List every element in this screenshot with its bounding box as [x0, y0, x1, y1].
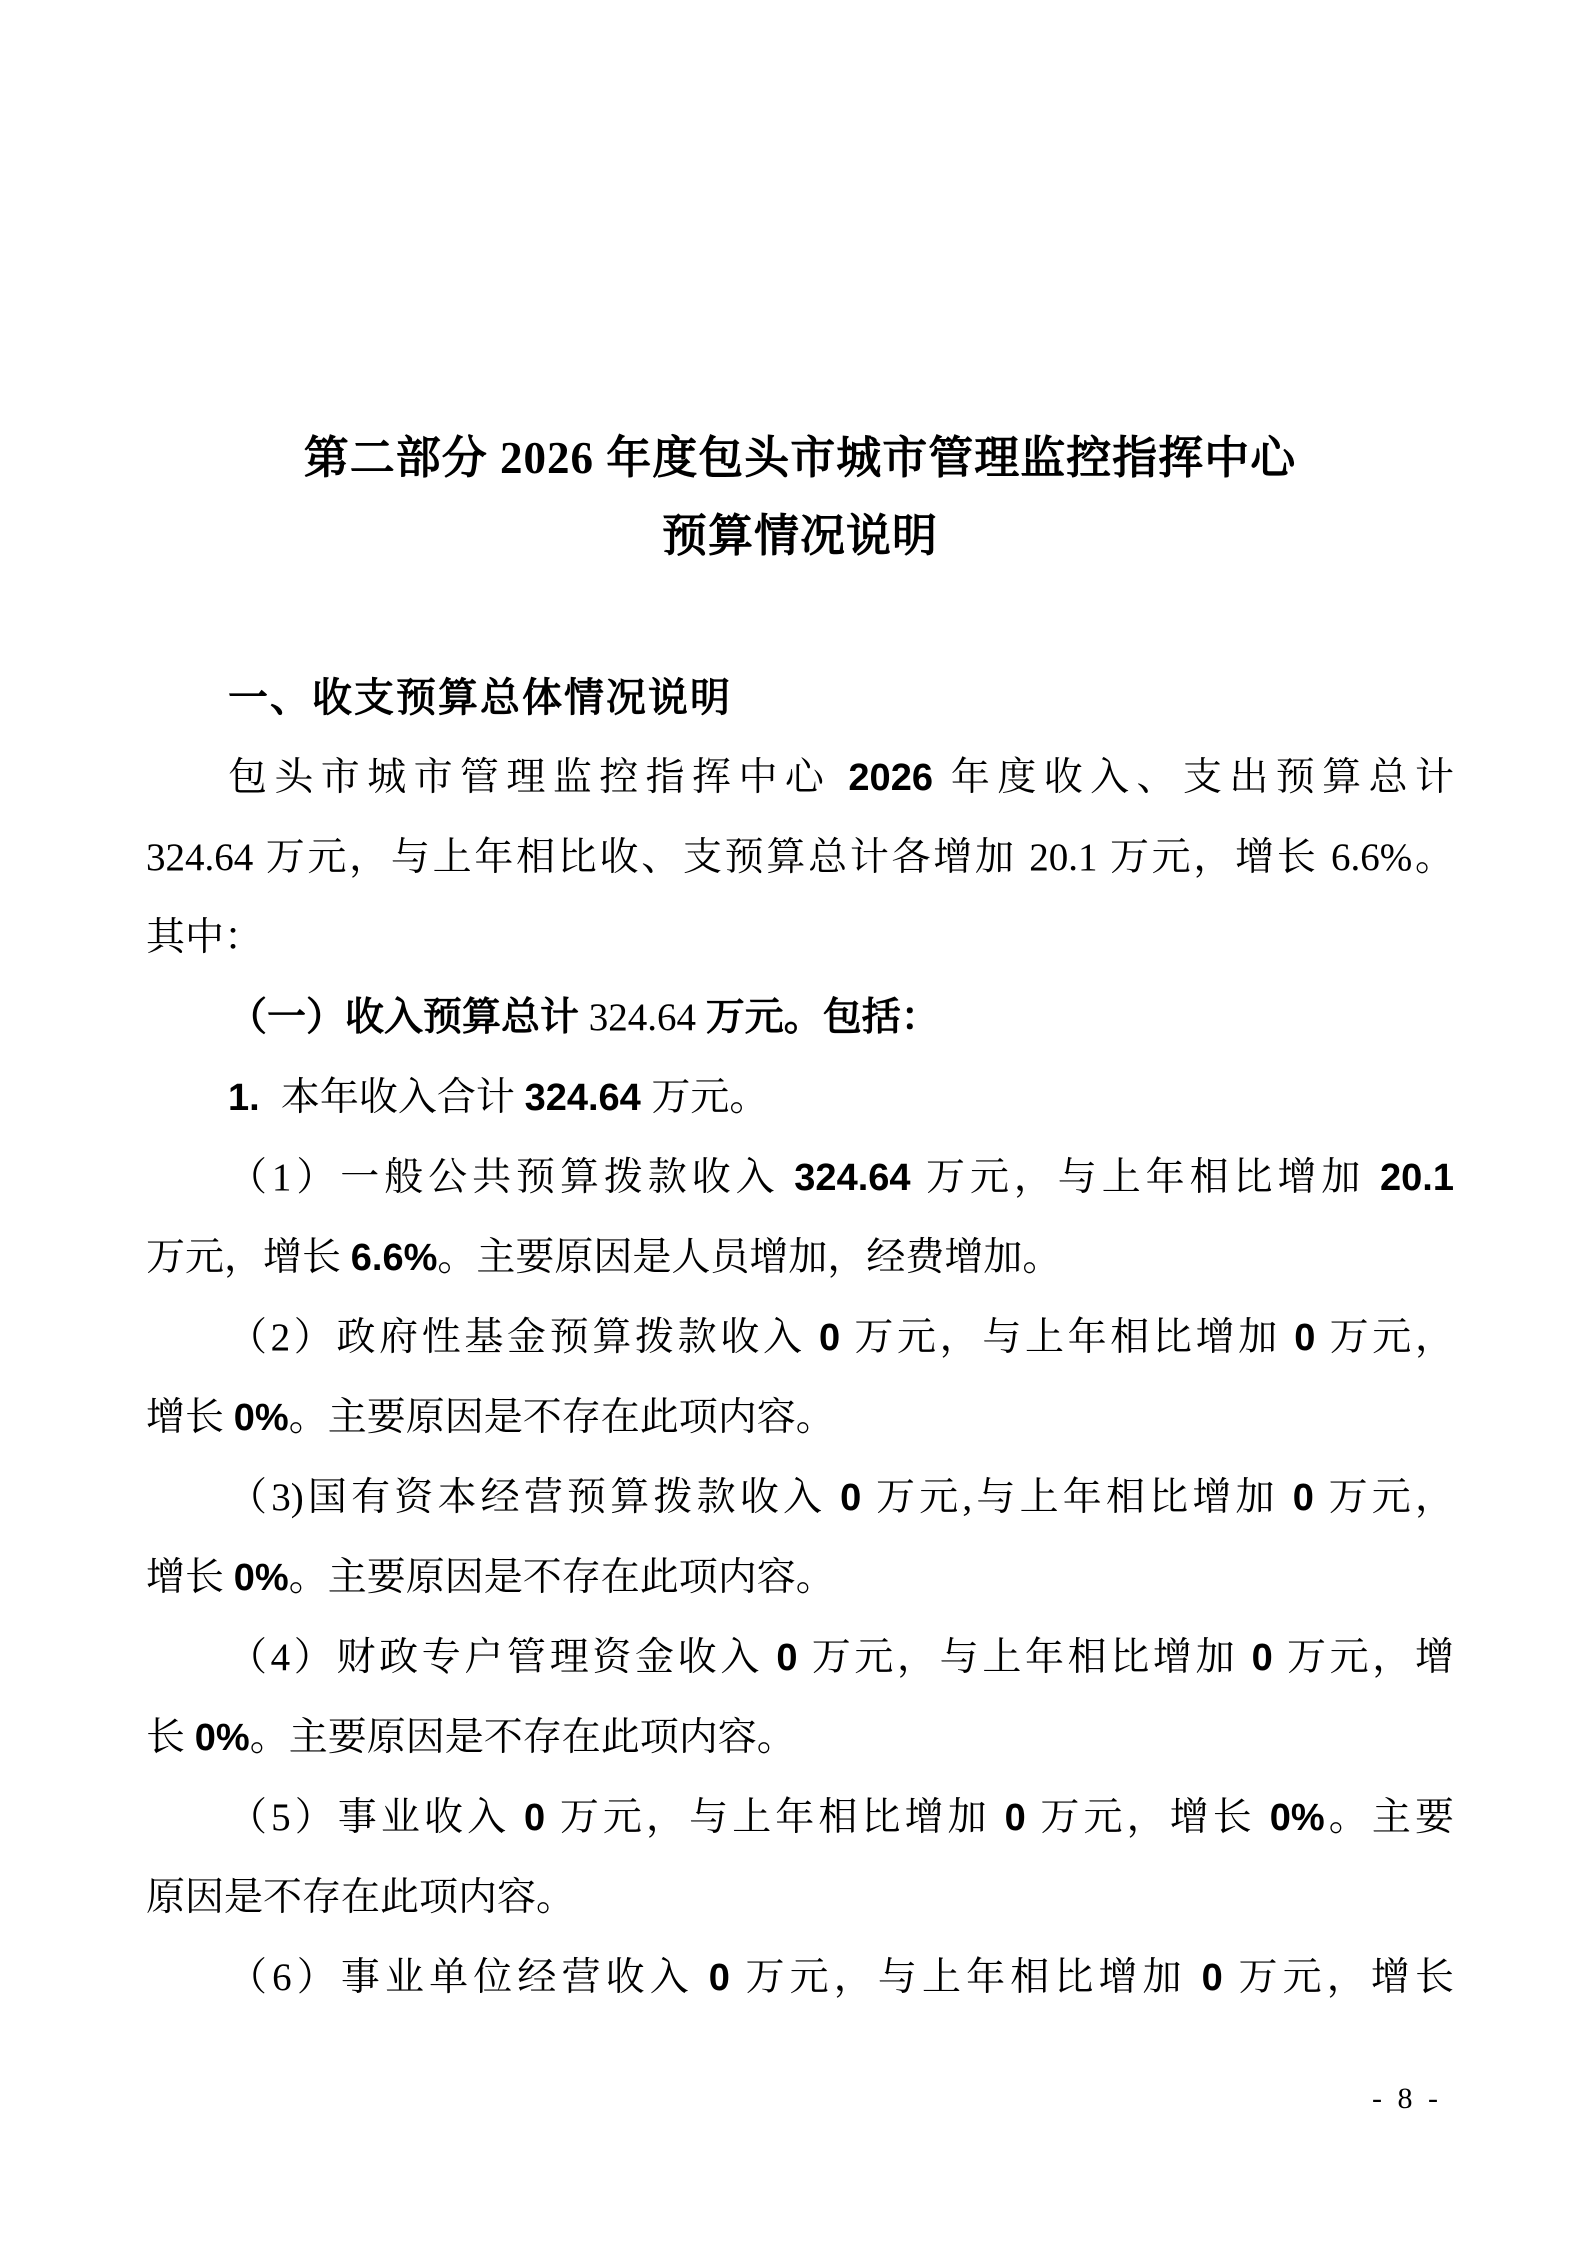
- text-line: [146, 1858, 1454, 1938]
- text-segment: 0: [708, 1957, 746, 1999]
- text-segment: 万元，增: [1286, 1636, 1454, 1679]
- text-segment: 0%: [233, 1397, 289, 1439]
- text-line: [146, 658, 1454, 738]
- text-segment: （3)国有资本经营预算拨款收入: [228, 1476, 841, 1519]
- text-segment: 万元，与上年相比增加: [559, 1796, 1005, 1839]
- text-segment: 。主要原因是不存在此项内容。: [288, 1396, 835, 1439]
- text-line: [146, 818, 1454, 898]
- text-segment: 324.64: [146, 836, 266, 879]
- text-segment: 6.6%: [350, 1237, 438, 1279]
- text-segment: 万元，与上年相比增加: [926, 1156, 1381, 1199]
- text-segment: 本年收入合计: [280, 1076, 525, 1119]
- text-segment: （6）事业单位经营收入: [228, 1956, 709, 1999]
- text-segment: 万元,与上年相比增加: [876, 1476, 1293, 1519]
- text-segment: 长: [146, 1716, 195, 1759]
- text-segment: 0%: [194, 1717, 250, 1759]
- text-segment: 万元，与上年相比增加: [811, 1636, 1252, 1679]
- text-segment: 324.64: [524, 1077, 652, 1119]
- text-segment: （4）财政专户管理资金收入: [228, 1636, 777, 1679]
- text-segment: 万元，增长: [146, 1236, 351, 1279]
- document-title: [146, 419, 1454, 575]
- text-segment: 万元。: [651, 1076, 769, 1119]
- text-segment: 20.1: [1380, 1157, 1454, 1199]
- text-line: [146, 1218, 1454, 1298]
- text-segment: 原因是不存在此项内容。: [146, 1876, 576, 1919]
- title-line-1: 第二部分 2026 年度包头市城市管理监控指挥中心: [303, 433, 1297, 483]
- text-segment: 增长: [146, 1556, 234, 1599]
- page-number: - 8 -: [1372, 2082, 1442, 2115]
- text-segment: 增长: [146, 1396, 234, 1439]
- text-segment: 324.64: [794, 1157, 927, 1199]
- text-segment: 万元，增长: [1238, 1956, 1454, 1999]
- text-segment: 。主要原因是不存在此项内容。: [288, 1556, 835, 1599]
- text-line: [146, 1298, 1454, 1378]
- text-segment: 万元，与上年相比增加: [854, 1316, 1295, 1359]
- document-body: [146, 658, 1454, 2018]
- text-segment: 万元，与上年相比增加: [745, 1956, 1202, 1999]
- text-segment: 万元，增长: [1109, 836, 1332, 879]
- text-segment: 0: [776, 1637, 812, 1679]
- text-line: [146, 1538, 1454, 1618]
- title-line-2: 预算情况说明: [661, 511, 938, 561]
- text-segment: 。: [1412, 836, 1455, 879]
- text-segment: 年度收入、支出预算总计: [950, 756, 1454, 799]
- text-segment: 万元，与上年相比收、支预算总计各增加: [265, 836, 1030, 879]
- text-segment: 0%: [233, 1557, 289, 1599]
- text-segment: （5）事业收入: [228, 1796, 525, 1839]
- text-segment: 0%: [1269, 1797, 1325, 1839]
- text-line: [146, 1778, 1454, 1858]
- text-segment: （2）政府性基金预算拨款收入: [228, 1316, 820, 1359]
- text-segment: 0: [819, 1317, 855, 1359]
- text-line: [146, 738, 1454, 818]
- text-line: [146, 1378, 1454, 1458]
- text-segment: 。主要原因是不存在此项内容。: [249, 1716, 796, 1759]
- text-segment: 0: [1004, 1797, 1041, 1839]
- text-segment: 万元，: [1328, 1476, 1454, 1519]
- text-line: [146, 978, 1454, 1058]
- text-segment: 1.: [228, 1077, 281, 1119]
- text-segment: 0: [524, 1797, 560, 1839]
- text-segment: 0: [1292, 1477, 1329, 1519]
- text-segment: 万元，: [1329, 1316, 1454, 1359]
- text-line: [146, 898, 1454, 978]
- text-segment: 其中：: [146, 916, 264, 959]
- text-line: [146, 1698, 1454, 1778]
- text-segment: 。主要原因是人员增加，经费增加。: [437, 1236, 1062, 1279]
- text-segment: 0: [1294, 1317, 1330, 1359]
- text-segment: 0: [1251, 1637, 1287, 1679]
- text-segment: 0: [1201, 1957, 1239, 1999]
- text-line: [146, 1938, 1454, 2018]
- text-segment: 。主要: [1324, 1796, 1454, 1839]
- text-line: [146, 1138, 1454, 1218]
- text-segment: 万元。包括：: [705, 996, 940, 1039]
- text-line: [146, 1458, 1454, 1538]
- text-segment: （1）一般公共预算拨款收入: [228, 1156, 795, 1199]
- text-segment: 2026: [848, 757, 951, 799]
- text-segment: 6.6%: [1331, 836, 1413, 879]
- text-segment: 包头市城市管理监控指挥中心: [228, 756, 849, 799]
- text-segment: 0: [840, 1477, 877, 1519]
- text-segment: 一、收支预算总体情况说明: [228, 676, 732, 720]
- text-segment: 20.1: [1029, 836, 1110, 879]
- text-segment: 324.64: [588, 996, 706, 1039]
- text-line: [146, 1618, 1454, 1698]
- text-segment: （一）收入预算总计: [228, 996, 589, 1039]
- text-line: [146, 1058, 1454, 1138]
- text-segment: 万元，增长: [1040, 1796, 1270, 1839]
